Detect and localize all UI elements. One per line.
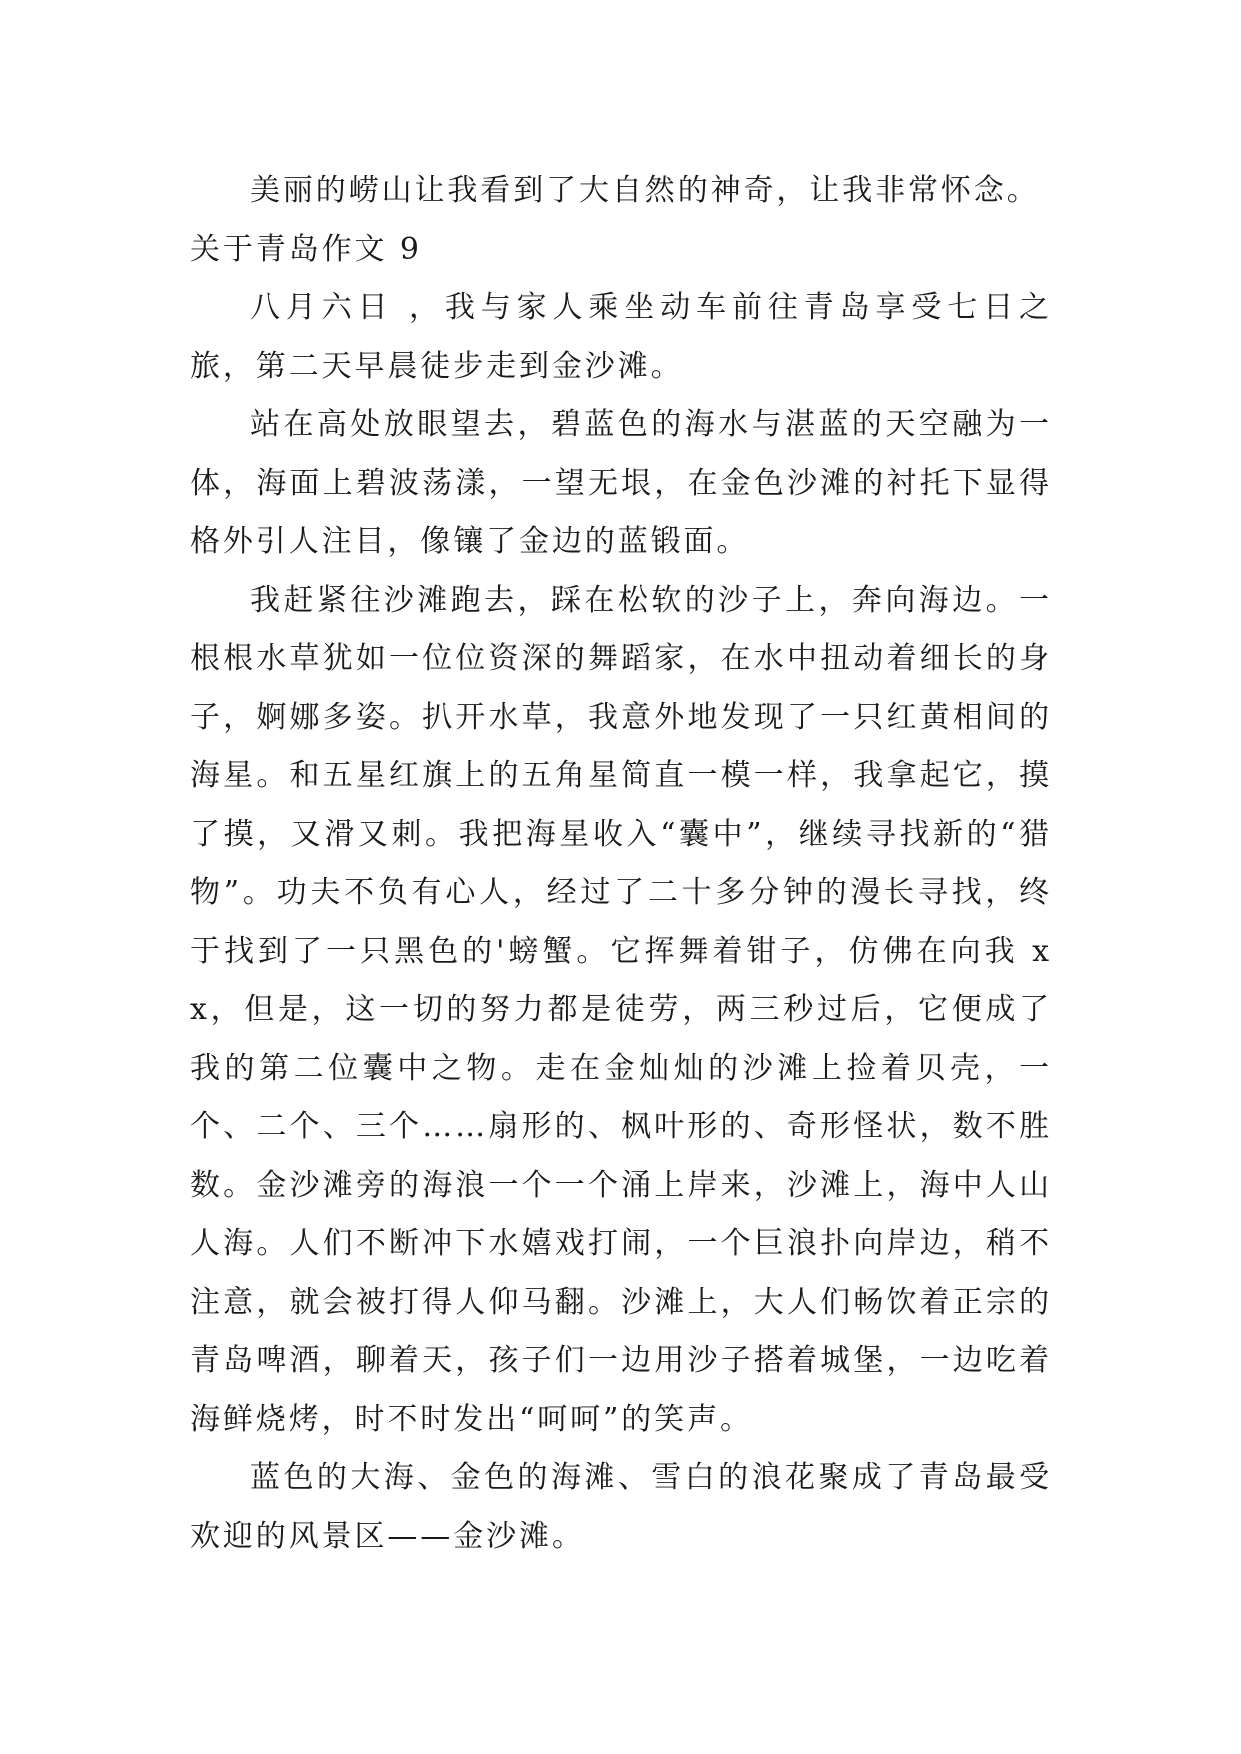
paragraph-laoshan-ending: 美丽的崂山让我看到了大自然的神奇，让我非常怀念。: [250, 173, 1040, 208]
paragraph-conclusion: 蓝色的大海、金色的海滩、雪白的浪花聚成了青岛最受欢迎的风景区——金沙滩。: [190, 1460, 1052, 1554]
paragraph-beach-activities: 我赶紧往沙滩跑去，踩在松软的沙子上，奔向海边。一根根水草犹如一位位资深的舞蹈家，在水中扭动着细长的身子，婀娜多姿。扒开水草，我意外地发现了一只红黄相间的海星。和五星红旗上的五角星简直一模一样，我拿起它，摸了摸，又滑又刺。我把海星收入“囊中”，继续寻找新的“猎物”。功夫不负有心人，经过了二十多分钟的漫长寻找，终于找到了一只黑色的'螃蟹。它挥舞着钳子，仿佛在向我 xx，但是，这一切的努力都是徒劳，两三秒过后，它便成了我的第二位囊中之物。走在金灿灿的沙滩上捡着贝壳，一个、二个、三个……扇形的、枫叶形的、奇形怪状，数不胜数。金沙滩旁的海浪一个一个涌上岸来，沙滩上，海中人山人海。人们不断冲下水嬉戏打闹，一个巨浪扑向岸边，稍不注意，就会被打得人仰马翻。沙滩上，大人们畅饮着正宗的青岛啤酒，聊着天，孩子们一边用沙子搭着城堡，一边吃着海鲜烧烤，时不时发出“呵呵”的笑声。: [190, 582, 1052, 1437]
paragraph-sea-view: 站在高处放眼望去，碧蓝色的海水与湛蓝的天空融为一体，海面上碧波荡漾，一望无垠，在金色沙滩的衬托下显得格外引人注目，像镶了金边的蓝锻面。: [190, 407, 1052, 559]
paragraph-intro: 八月六日 ，我与家人乘坐动车前往青岛享受七日之旅，第二天早晨徒步走到金沙滩。: [190, 290, 1052, 384]
section-heading: 关于青岛作文 9: [190, 231, 422, 267]
document-body: [190, 162, 1052, 1566]
